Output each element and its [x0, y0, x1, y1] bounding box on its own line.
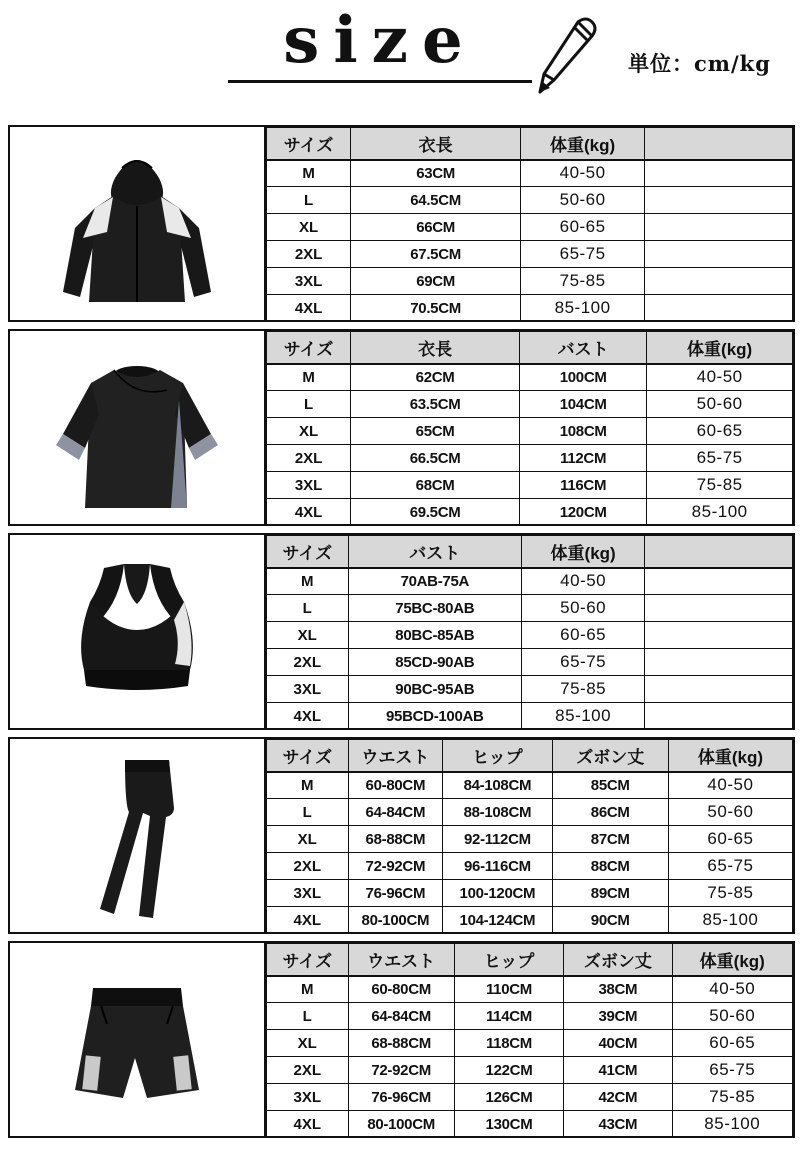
table-row	[267, 214, 793, 241]
measurement-cell: 70AB-75A	[348, 568, 522, 595]
table-row	[267, 160, 793, 187]
measurement-cell: 126CM	[454, 1084, 563, 1111]
table-row	[267, 799, 793, 826]
weight-cell: 50-60	[521, 187, 645, 214]
size-label-cell: M	[267, 364, 351, 391]
measurement-cell: 80-100CM	[348, 907, 443, 934]
table-row	[267, 295, 793, 322]
measurement-cell: 76-96CM	[348, 880, 443, 907]
product-image-sports-bra	[10, 535, 266, 728]
weight-cell: 65-75	[521, 241, 645, 268]
weight-cell: 40-50	[522, 568, 645, 595]
size-label-cell: M	[267, 568, 349, 595]
measurement-cell: 64-84CM	[348, 1003, 454, 1030]
measurement-cell: 72-92CM	[348, 1057, 454, 1084]
size-label-cell: 3XL	[267, 1084, 349, 1111]
measurement-cell	[645, 676, 793, 703]
tshirt-image	[27, 338, 247, 518]
size-label-cell: 3XL	[267, 472, 351, 499]
column-header: サイズ	[267, 332, 351, 364]
weight-cell: 65-75	[647, 445, 793, 472]
table-row	[267, 1111, 793, 1138]
weight-cell: 60-65	[647, 418, 793, 445]
measurement-cell: 130CM	[454, 1111, 563, 1138]
table-row	[267, 268, 793, 295]
measurement-cell: 87CM	[552, 826, 668, 853]
size-label-cell: M	[267, 160, 351, 187]
column-header: 体重(kg)	[672, 944, 792, 976]
weight-cell: 85-100	[672, 1111, 792, 1138]
measurement-cell: 104CM	[520, 391, 647, 418]
weight-cell: 65-75	[522, 649, 645, 676]
measurement-cell: 85CD-90AB	[348, 649, 522, 676]
measurement-cell	[645, 622, 793, 649]
weight-cell: 50-60	[522, 595, 645, 622]
table-row	[267, 976, 793, 1003]
measurement-cell: 100-120CM	[443, 880, 552, 907]
table-row	[267, 1003, 793, 1030]
measurement-cell: 64.5CM	[351, 187, 521, 214]
table-row	[267, 241, 793, 268]
weight-cell: 75-85	[522, 676, 645, 703]
weight-cell: 60-65	[668, 826, 792, 853]
measurement-cell: 66.5CM	[351, 445, 520, 472]
table-row	[267, 568, 793, 595]
table-row	[267, 622, 793, 649]
measurement-cell: 114CM	[454, 1003, 563, 1030]
product-section-shorts	[8, 941, 795, 1138]
size-label-cell: M	[267, 772, 349, 799]
measurement-cell: 41CM	[564, 1057, 672, 1084]
weight-cell: 85-100	[521, 295, 645, 322]
measurement-cell: 84-108CM	[443, 772, 552, 799]
measurement-cell: 118CM	[454, 1030, 563, 1057]
table-row	[267, 187, 793, 214]
measurement-cell: 68CM	[351, 472, 520, 499]
product-image-shorts	[10, 943, 266, 1136]
size-label-cell: 2XL	[267, 241, 351, 268]
measurement-cell: 86CM	[552, 799, 668, 826]
title-block	[228, 4, 532, 83]
measurement-cell: 89CM	[552, 880, 668, 907]
sports-bra-image	[32, 544, 242, 719]
weight-cell: 50-60	[668, 799, 792, 826]
column-header: サイズ	[267, 536, 349, 568]
size-label-cell: 3XL	[267, 880, 349, 907]
weight-cell: 40-50	[672, 976, 792, 1003]
size-label-cell: XL	[267, 418, 351, 445]
column-header: ウエスト	[348, 944, 454, 976]
table-row	[267, 1057, 793, 1084]
measurement-cell: 38CM	[564, 976, 672, 1003]
measurement-cell: 85CM	[552, 772, 668, 799]
measurement-cell	[645, 268, 793, 295]
measurement-cell: 68-88CM	[348, 1030, 454, 1057]
weight-cell: 60-65	[521, 214, 645, 241]
leggings-image	[37, 746, 237, 926]
size-label-cell: 4XL	[267, 295, 351, 322]
measurement-cell: 88-108CM	[443, 799, 552, 826]
size-label-cell: 4XL	[267, 1111, 349, 1138]
size-label-cell: 2XL	[267, 853, 349, 880]
size-table-leggings	[266, 739, 793, 934]
weight-cell: 75-85	[672, 1084, 792, 1111]
column-header: ズボン丈	[552, 740, 668, 772]
table-row	[267, 1030, 793, 1057]
size-label-cell: L	[267, 1003, 349, 1030]
measurement-cell	[645, 214, 793, 241]
measurement-cell: 110CM	[454, 976, 563, 1003]
table-row	[267, 826, 793, 853]
measurement-cell	[645, 187, 793, 214]
table-row	[267, 418, 793, 445]
measurement-cell: 92-112CM	[443, 826, 552, 853]
measurement-cell: 80BC-85AB	[348, 622, 522, 649]
size-label-cell: L	[267, 595, 349, 622]
product-image-leggings	[10, 739, 266, 932]
measurement-cell: 104-124CM	[443, 907, 552, 934]
hoodie-image	[27, 134, 247, 314]
measurement-cell: 72-92CM	[348, 853, 443, 880]
measurement-cell: 100CM	[520, 364, 647, 391]
weight-cell: 85-100	[647, 499, 793, 526]
measurement-cell: 60-80CM	[348, 772, 443, 799]
size-label-cell: L	[267, 799, 349, 826]
size-label-cell: 3XL	[267, 268, 351, 295]
size-label-cell: XL	[267, 1030, 349, 1057]
table-row	[267, 391, 793, 418]
measurement-cell	[645, 649, 793, 676]
table-row	[267, 499, 793, 526]
column-header: サイズ	[267, 740, 349, 772]
column-header: 体重(kg)	[522, 536, 645, 568]
measurement-cell: 112CM	[520, 445, 647, 472]
measurement-cell: 60-80CM	[348, 976, 454, 1003]
size-label-cell: XL	[267, 622, 349, 649]
weight-cell: 65-75	[668, 853, 792, 880]
weight-cell: 85-100	[522, 703, 645, 730]
weight-cell: 75-85	[521, 268, 645, 295]
measurement-cell: 108CM	[520, 418, 647, 445]
measurement-cell: 66CM	[351, 214, 521, 241]
size-label-cell: M	[267, 976, 349, 1003]
table-row	[267, 853, 793, 880]
measurement-cell: 64-84CM	[348, 799, 443, 826]
measurement-cell: 67.5CM	[351, 241, 521, 268]
measurement-cell	[645, 295, 793, 322]
product-section-leggings	[8, 737, 795, 934]
measurement-cell: 69.5CM	[351, 499, 520, 526]
table-row	[267, 907, 793, 934]
measurement-cell	[645, 241, 793, 268]
measurement-cell: 76-96CM	[348, 1084, 454, 1111]
column-header: バスト	[348, 536, 522, 568]
product-image-hoodie	[10, 127, 266, 320]
size-label-cell: 2XL	[267, 1057, 349, 1084]
measurement-cell: 90BC-95AB	[348, 676, 522, 703]
measurement-cell	[645, 160, 793, 187]
weight-cell: 40-50	[647, 364, 793, 391]
measurement-cell: 116CM	[520, 472, 647, 499]
table-row	[267, 472, 793, 499]
size-label-cell: L	[267, 187, 351, 214]
size-label-cell: 2XL	[267, 649, 349, 676]
size-label-cell: XL	[267, 214, 351, 241]
measurement-cell: 70.5CM	[351, 295, 521, 322]
column-header: 衣長	[351, 332, 520, 364]
column-header: 体重(kg)	[668, 740, 792, 772]
measurement-cell: 95BCD-100AB	[348, 703, 522, 730]
measurement-cell: 68-88CM	[348, 826, 443, 853]
table-row	[267, 364, 793, 391]
unit-label: 単位：cm/kg	[628, 51, 771, 76]
column-header: ウエスト	[348, 740, 443, 772]
column-header: サイズ	[267, 944, 349, 976]
size-label-cell: 3XL	[267, 676, 349, 703]
weight-cell: 50-60	[672, 1003, 792, 1030]
weight-cell: 50-60	[647, 391, 793, 418]
column-header: ヒップ	[454, 944, 563, 976]
measurement-cell: 40CM	[564, 1030, 672, 1057]
size-label-cell: 4XL	[267, 907, 349, 934]
measurement-cell	[645, 703, 793, 730]
measurement-cell: 69CM	[351, 268, 521, 295]
measurement-cell: 65CM	[351, 418, 520, 445]
size-label-cell: XL	[267, 826, 349, 853]
measurement-cell: 43CM	[564, 1111, 672, 1138]
product-image-tshirt	[10, 331, 266, 524]
size-table-sports-bra	[266, 535, 793, 730]
column-header-empty	[645, 536, 793, 568]
weight-cell: 75-85	[647, 472, 793, 499]
table-row	[267, 772, 793, 799]
column-header: バスト	[520, 332, 647, 364]
measurement-cell: 62CM	[351, 364, 520, 391]
title-underline	[228, 80, 532, 83]
column-header-empty	[645, 128, 793, 160]
measurement-cell: 122CM	[454, 1057, 563, 1084]
weight-cell: 40-50	[521, 160, 645, 187]
size-tables	[8, 125, 795, 1145]
page-title: size	[283, 3, 477, 78]
column-header: ズボン丈	[564, 944, 672, 976]
pencil-icon	[534, 14, 600, 98]
size-label-cell: 4XL	[267, 499, 351, 526]
weight-cell: 75-85	[668, 880, 792, 907]
column-header: ヒップ	[443, 740, 552, 772]
measurement-cell: 63CM	[351, 160, 521, 187]
column-header: 衣長	[351, 128, 521, 160]
measurement-cell	[645, 595, 793, 622]
measurement-cell: 96-116CM	[443, 853, 552, 880]
measurement-cell: 120CM	[520, 499, 647, 526]
weight-cell: 85-100	[668, 907, 792, 934]
measurement-cell: 75BC-80AB	[348, 595, 522, 622]
size-label-cell: 2XL	[267, 445, 351, 472]
weight-cell: 40-50	[668, 772, 792, 799]
measurement-cell: 88CM	[552, 853, 668, 880]
product-section-hoodie	[8, 125, 795, 322]
column-header: サイズ	[267, 128, 351, 160]
table-row	[267, 649, 793, 676]
measurement-cell: 42CM	[564, 1084, 672, 1111]
weight-cell: 60-65	[522, 622, 645, 649]
measurement-cell: 80-100CM	[348, 1111, 454, 1138]
product-section-tshirt	[8, 329, 795, 526]
column-header: 体重(kg)	[647, 332, 793, 364]
measurement-cell: 90CM	[552, 907, 668, 934]
table-row	[267, 703, 793, 730]
measurement-cell: 39CM	[564, 1003, 672, 1030]
size-table-shorts	[266, 943, 793, 1138]
size-table-tshirt	[266, 331, 793, 526]
product-section-sports-bra	[8, 533, 795, 730]
header	[0, 0, 800, 125]
measurement-cell: 63.5CM	[351, 391, 520, 418]
shorts-image	[27, 950, 247, 1130]
table-row	[267, 676, 793, 703]
size-label-cell: L	[267, 391, 351, 418]
weight-cell: 60-65	[672, 1030, 792, 1057]
size-table-hoodie	[266, 127, 793, 322]
measurement-cell	[645, 568, 793, 595]
table-row	[267, 1084, 793, 1111]
size-label-cell: 4XL	[267, 703, 349, 730]
column-header: 体重(kg)	[521, 128, 645, 160]
table-row	[267, 880, 793, 907]
table-row	[267, 595, 793, 622]
weight-cell: 65-75	[672, 1057, 792, 1084]
table-row	[267, 445, 793, 472]
